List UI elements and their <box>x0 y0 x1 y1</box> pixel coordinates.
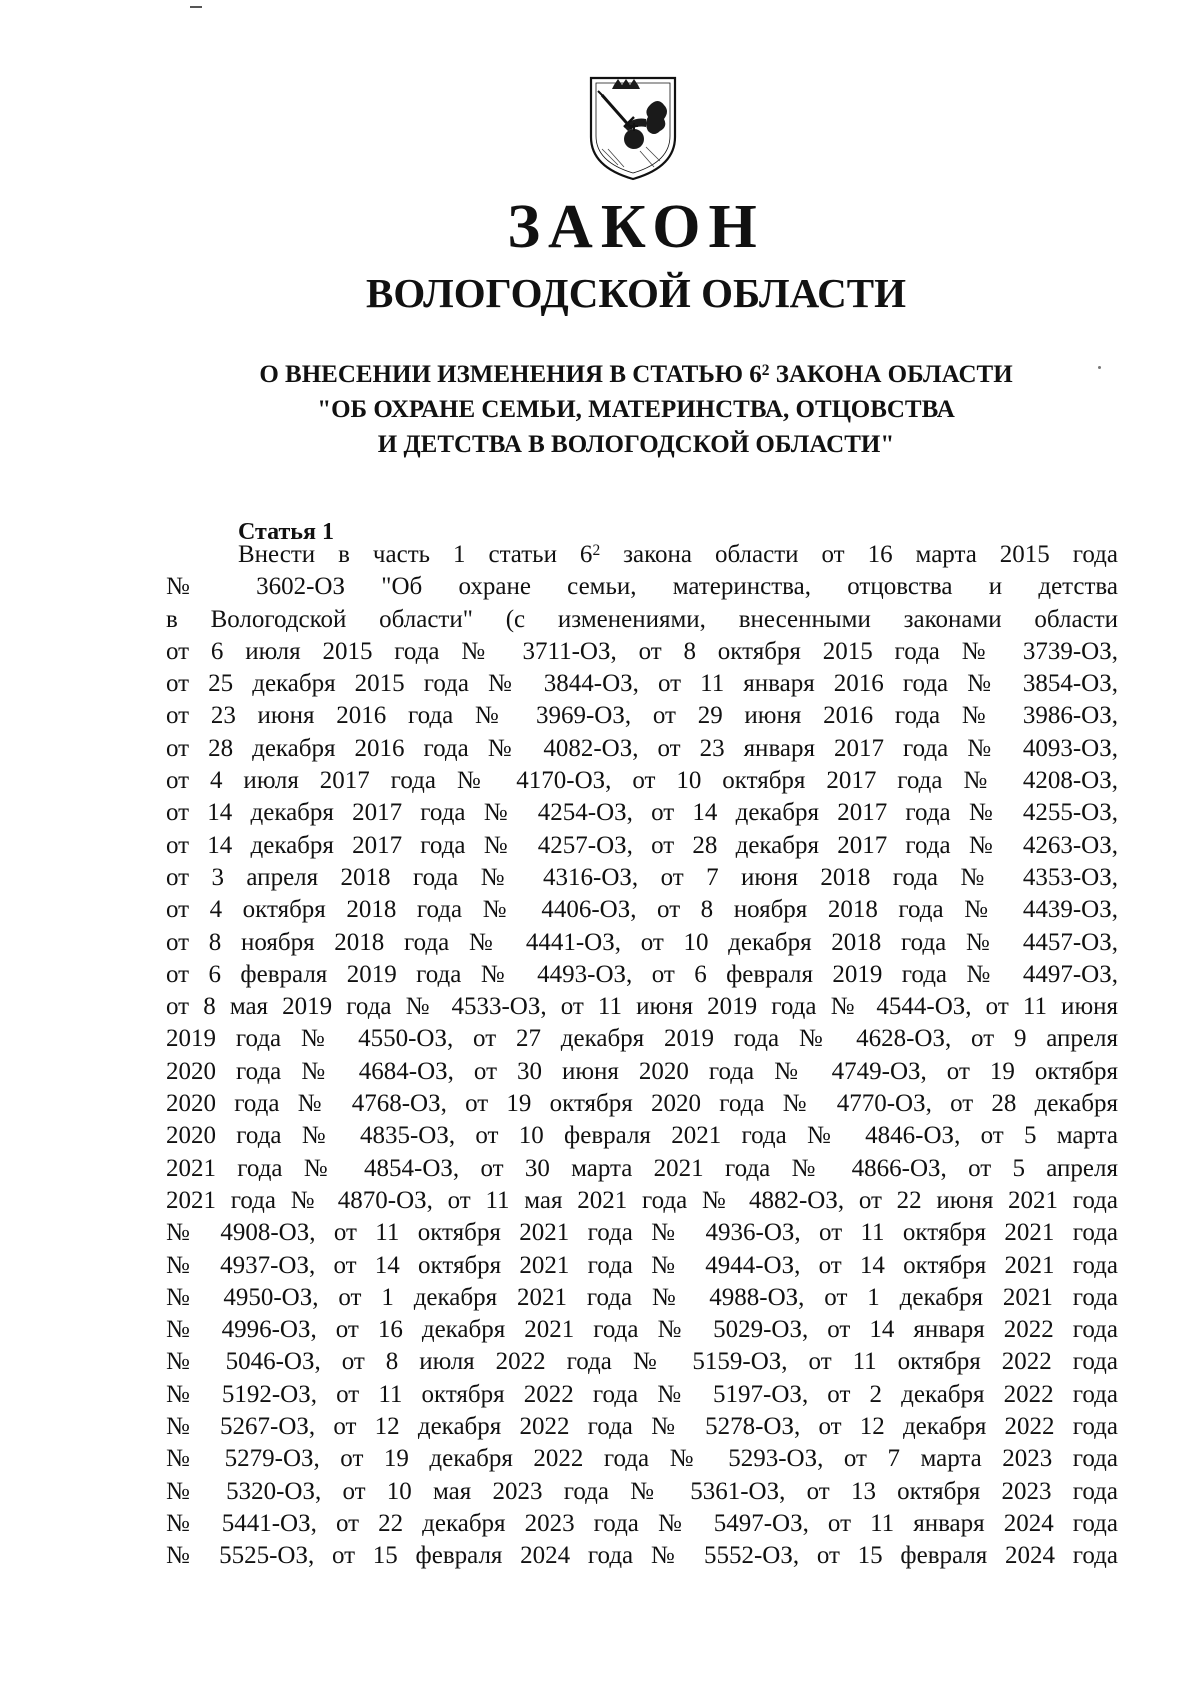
article-line: от 8 мая 2019 года № 4533-ОЗ, от 11 июня 2019 года № 4544-ОЗ, от 11 июня <box>166 993 1118 1021</box>
article-line: 2020 года № 4835-ОЗ, от 10 февраля 2021 года № 4846-ОЗ, от 5 марта <box>166 1122 1118 1150</box>
article-line: 2019 года № 4550-ОЗ, от 27 декабря 2019 года № 4628-ОЗ, от 9 апреля <box>166 1025 1118 1053</box>
article-line: от 25 декабря 2015 года № 3844-ОЗ, от 11 января 2016 года № 3854-ОЗ, <box>166 670 1118 698</box>
article-line: № 4996-ОЗ, от 16 декабря 2021 года № 5029-ОЗ, от 14 января 2022 года <box>166 1316 1118 1344</box>
vologda-coat-of-arms-icon <box>588 75 678 181</box>
article-line: от 23 июня 2016 года № 3969-ОЗ, от 29 июня 2016 года № 3986-ОЗ, <box>166 702 1118 730</box>
article-line: от 6 июля 2015 года № 3711-ОЗ, от 8 октября 2015 года № 3739-ОЗ, <box>166 637 1118 665</box>
article-line: № 5279-ОЗ, от 19 декабря 2022 года № 5293-ОЗ, от 7 марта 2023 года <box>166 1445 1118 1473</box>
article-line: 2021 года № 4870-ОЗ, от 11 мая 2021 года № 4882-ОЗ, от 22 июня 2021 года <box>166 1186 1118 1214</box>
law-heading <box>0 357 1200 462</box>
article-line: 2020 года № 4768-ОЗ, от 19 октября 2020 года № 4770-ОЗ, от 28 декабря <box>166 1090 1118 1118</box>
superscript: 2 <box>592 542 601 559</box>
scan-artifact <box>190 6 202 8</box>
law-heading-text: ЗАКОНА ОБЛАСТИ <box>769 361 1013 388</box>
article-line: от 14 декабря 2017 года № 4257-ОЗ, от 28 декабря 2017 года № 4263-ОЗ, <box>166 831 1118 859</box>
article-lines <box>166 571 1118 1572</box>
article-line: № 5441-ОЗ, от 22 декабря 2023 года № 5497-ОЗ, от 11 января 2024 года <box>166 1509 1118 1537</box>
article-line: от 4 октября 2018 года № 4406-ОЗ, от 8 ноября 2018 года № 4439-ОЗ, <box>166 896 1118 924</box>
article-line: № 4950-ОЗ, от 1 декабря 2021 года № 4988-ОЗ, от 1 декабря 2021 года <box>166 1283 1118 1311</box>
law-heading-text: О ВНЕСЕНИИ ИЗМЕНЕНИЯ В СТАТЬЮ 6 <box>259 361 762 388</box>
article-line: № 5046-ОЗ, от 8 июля 2022 года № 5159-ОЗ, от 11 октября 2022 года <box>166 1348 1118 1376</box>
article-line: № 5192-ОЗ, от 11 октября 2022 года № 5197-ОЗ, от 2 декабря 2022 года <box>166 1380 1118 1408</box>
article-line <box>166 539 1118 571</box>
article-text: Внести в часть 1 статьи 6 <box>238 541 593 568</box>
article-line: в Вологодской области" (с изменениями, внесенными законами области <box>166 605 1118 633</box>
law-heading-line-3: И ДЕТСТВА В ВОЛОГОДСКОЙ ОБЛАСТИ" <box>377 431 895 458</box>
superscript: 2 <box>761 362 770 379</box>
article-line: № 5320-ОЗ, от 10 мая 2023 года № 5361-ОЗ, от 13 октября 2023 года <box>166 1477 1118 1505</box>
article-line: от 28 декабря 2016 года № 4082-ОЗ, от 23 января 2017 года № 4093-ОЗ, <box>166 734 1118 762</box>
article-title: Статья 1 <box>238 519 334 545</box>
article-line: от 14 декабря 2017 года № 4254-ОЗ, от 14 декабря 2017 года № 4255-ОЗ, <box>166 799 1118 827</box>
article-line: от 4 июля 2017 года № 4170-ОЗ, от 10 октября 2017 года № 4208-ОЗ, <box>166 767 1118 795</box>
law-heading-line-1 <box>0 357 1200 392</box>
article-line: от 8 ноября 2018 года № 4441-ОЗ, от 10 декабря 2018 года № 4457-ОЗ, <box>166 928 1118 956</box>
document-subtitle: ВОЛОГОДСКОЙ ОБЛАСТИ <box>365 270 907 316</box>
article-body <box>166 539 1118 1573</box>
article-line: от 6 февраля 2019 года № 4493-ОЗ, от 6 февраля 2019 года № 4497-ОЗ, <box>166 960 1118 988</box>
article-line: от 3 апреля 2018 года № 4316-ОЗ, от 7 июня 2018 года № 4353-ОЗ, <box>166 863 1118 891</box>
article-line: № 4937-ОЗ, от 14 октября 2021 года № 4944-ОЗ, от 14 октября 2021 года <box>166 1251 1118 1279</box>
article-text: закона области от 16 марта 2015 года <box>600 541 1118 568</box>
article-line: № 5267-ОЗ, от 12 декабря 2022 года № 5278-ОЗ, от 12 декабря 2022 года <box>166 1413 1118 1441</box>
law-heading-line-2: "ОБ ОХРАНЕ СЕМЬИ, МАТЕРИНСТВА, ОТЦОВСТВА <box>317 396 955 423</box>
article-line: № 5525-ОЗ, от 15 февраля 2024 года № 5552-ОЗ, от 15 февраля 2024 года <box>166 1542 1118 1570</box>
document-title: ЗАКОН <box>507 193 765 261</box>
article-line: № 4908-ОЗ, от 11 октября 2021 года № 4936-ОЗ, от 11 октября 2021 года <box>166 1219 1118 1247</box>
article-line: № 3602-ОЗ "Об охране семьи, материнства, отцовства и детства <box>166 573 1118 601</box>
article-line: 2021 года № 4854-ОЗ, от 30 марта 2021 года № 4866-ОЗ, от 5 апреля <box>166 1154 1118 1182</box>
article-line: 2020 года № 4684-ОЗ, от 30 июня 2020 года № 4749-ОЗ, от 19 октября <box>166 1057 1118 1085</box>
